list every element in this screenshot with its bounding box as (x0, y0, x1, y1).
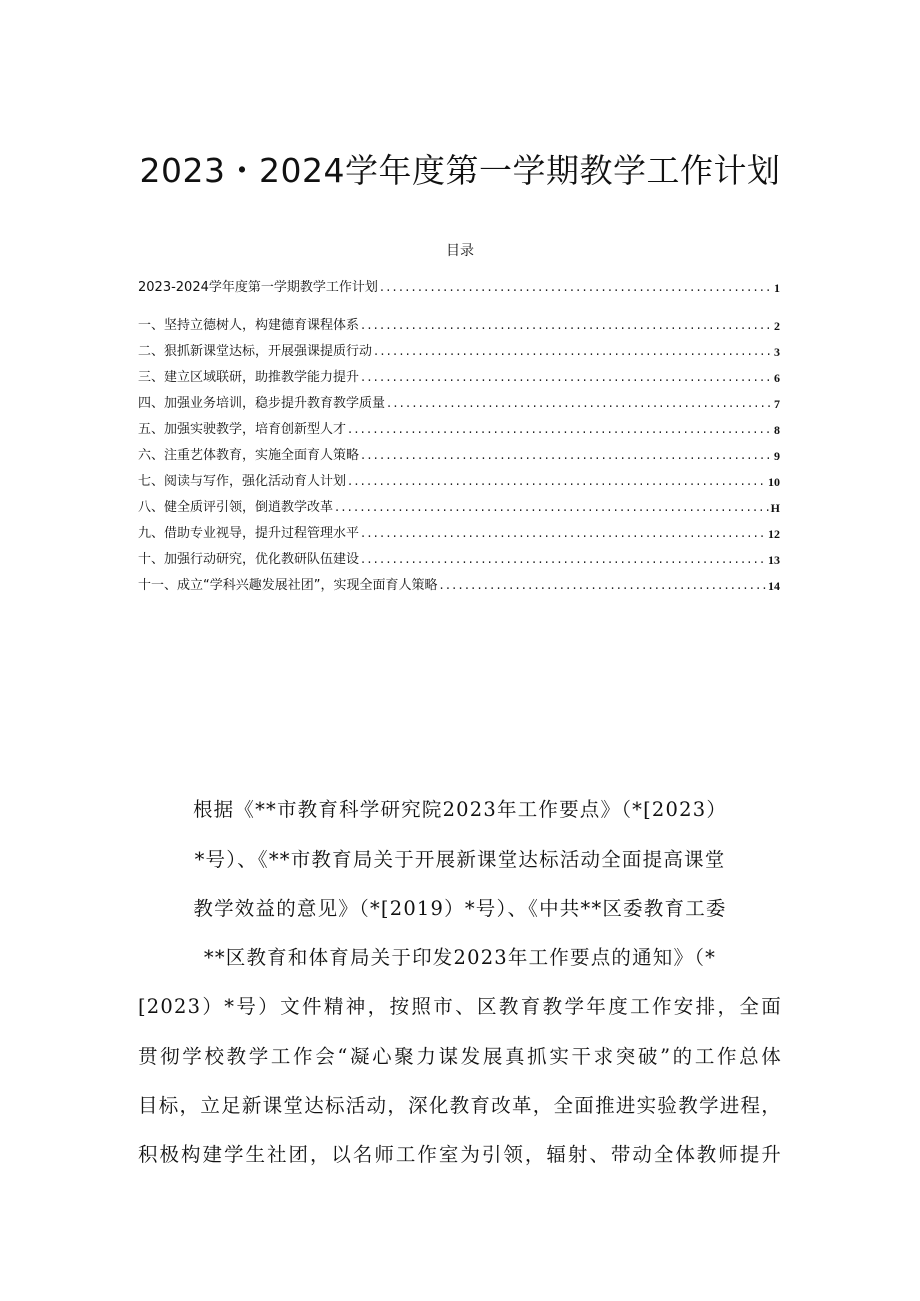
toc-entry[interactable] (138, 444, 780, 466)
toc-entry-page: 2 (774, 319, 780, 333)
toc-entry[interactable] (138, 496, 780, 518)
toc-entry-text: 十、加强行动研究，优化教研队伍建设 (138, 552, 360, 567)
toc-entry[interactable] (138, 314, 780, 336)
toc-leader-dots (361, 550, 766, 570)
toc-entry-page: 6 (774, 371, 780, 385)
toc-entry[interactable] (138, 276, 780, 298)
toc-leader-dots (387, 394, 772, 414)
toc-entry-text: 二、狠抓新课堂达标，开展强课提质行动 (138, 344, 373, 359)
toc-entry-page: 12 (768, 527, 780, 541)
toc-leader-dots (380, 278, 772, 298)
toc-entry-page: 8 (774, 423, 780, 437)
toc-entry-page: 7 (774, 397, 780, 411)
toc-entry-page: 13 (768, 553, 780, 567)
toc-entry-text: 六、注重艺体教育，实施全面育人策略 (138, 448, 360, 463)
body-line: **区教育和体育局关于印发2023年工作要点的通知》（* (203, 946, 717, 969)
toc-entry-text: 十一、成立“学科兴趣发展社团”，实现全面育人策略 (138, 578, 438, 593)
toc-heading: 目录 (446, 243, 474, 259)
toc-leader-dots (439, 576, 766, 596)
toc-entry[interactable] (138, 548, 780, 570)
toc-leader-dots (348, 472, 766, 492)
toc-entry-text: 七、阅读与写作，强化活动育人计划 (138, 474, 347, 489)
toc-entry-page: 1 (774, 281, 780, 295)
toc-entry-page: 9 (774, 449, 780, 463)
toc-entry-page: H (770, 501, 780, 515)
toc-entry[interactable] (138, 392, 780, 414)
document-title: 2023・2024学年度第一学期教学工作计划 (139, 151, 781, 190)
body-line: 根据《**市教育科学研究院2023年工作要点》（*[2023） (192, 798, 728, 821)
body-line: 目标，立足新课堂达标活动，深化教育改革，全面推进实验教学进程， (138, 1094, 782, 1117)
toc-entry-text: 一、坚持立德树人，构建德育课程体系 (138, 318, 360, 333)
toc-entry-text: 三、建立区域联研，助推教学能力提升 (138, 370, 360, 385)
toc-entry[interactable] (138, 418, 780, 440)
toc-entry-text: 五、加强实驶教学，培育创新型人才 (138, 422, 347, 437)
toc-leader-dots (361, 368, 772, 388)
toc-leader-dots (348, 420, 772, 440)
toc-entry-page: 3 (774, 345, 780, 359)
toc-leader-dots (335, 498, 769, 518)
toc-entry-page: 10 (768, 475, 780, 489)
body-line: [2023）*号）文件精神，按照市、区教育教学年度工作安排，全面 (138, 995, 782, 1018)
toc-entry[interactable] (138, 470, 780, 492)
toc-leader-dots (361, 524, 766, 544)
toc-leader-dots (361, 316, 772, 336)
toc-entry-text: 九、借助专业视导，提升过程管理水平 (138, 526, 360, 541)
body-line: 贯彻学校教学工作会“凝心聚力谋发展真抓实干求突破”的工作总体 (138, 1045, 782, 1068)
body-line: *号）、《**市教育局关于开展新课堂达标活动全面提高课堂 (194, 848, 726, 871)
toc-leader-dots (361, 446, 772, 466)
toc-entry-text: 2023-2024学年度第一学期教学工作计划 (138, 280, 378, 295)
body-line: 教学效益的意见》（*[2019）*号）、《中共**区委教育工委 (193, 897, 727, 920)
toc-entry-text: 八、健全质评引领，倒逍教学改革 (138, 500, 334, 515)
toc-entry[interactable] (138, 574, 780, 596)
toc-leader-dots (374, 342, 772, 362)
toc-entry[interactable] (138, 366, 780, 388)
toc-entry-text: 四、加强业务培训，稳步提升教育教学质量 (138, 396, 386, 411)
toc-entry[interactable] (138, 522, 780, 544)
toc-entry[interactable] (138, 340, 780, 362)
toc-entry-page: 14 (768, 579, 780, 593)
body-line: 积极构建学生社团，以名师工作室为引领，辐射、带动全体教师提升 (138, 1143, 782, 1166)
